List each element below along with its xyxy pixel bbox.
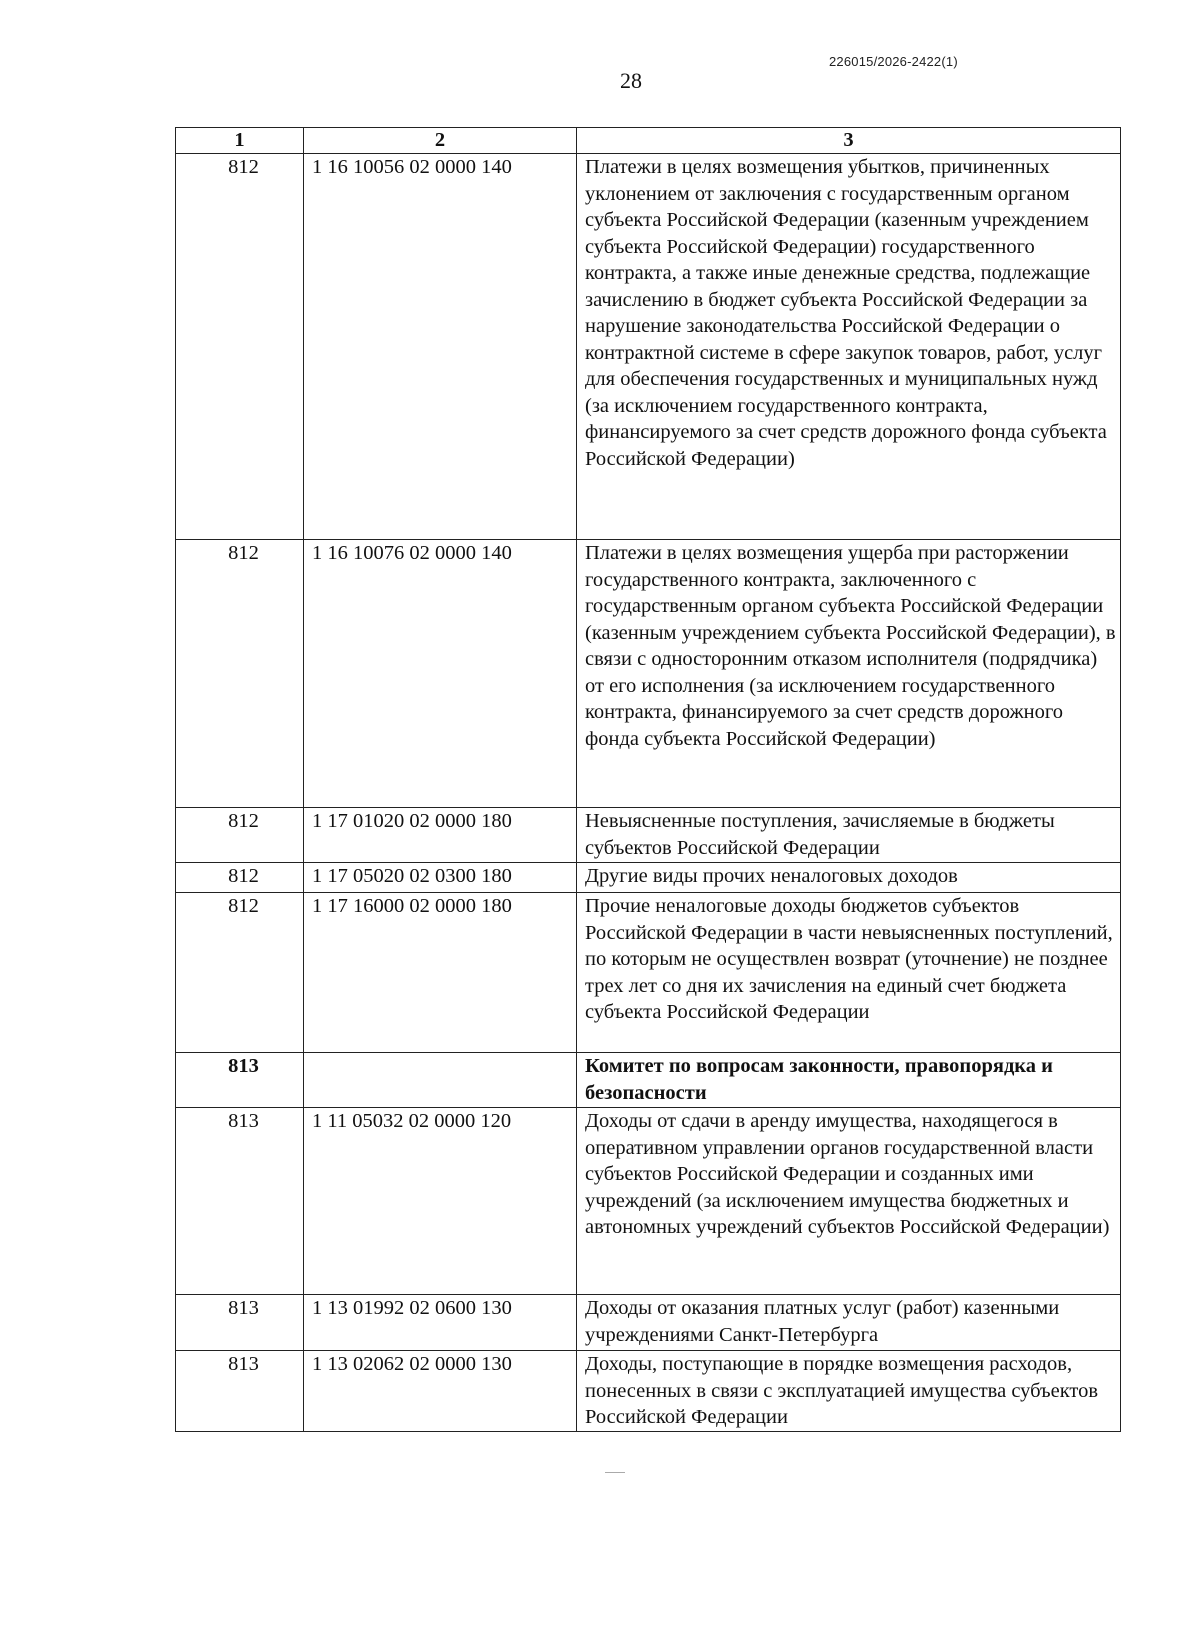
description-cell: Доходы, поступающие в порядке возмещения расходов, понесенных в связи с эксплуатацией имущества субъектов Российской Федерации [577,1351,1121,1432]
table-row [176,1295,1121,1351]
table-row [176,893,1121,1053]
description-cell: Прочие неналоговые доходы бюджетов субъектов Российской Федерации в части невыясненных поступлений, по которым не осуществлен возврат (уточнение) не позднее трех лет со дня их зачисления на единый счет бюджета субъекта Российской Федерации [577,893,1121,1053]
scan-margin-mark [605,1472,625,1473]
description-cell: Платежи в целях возмещения убытков, причиненных уклонением от заключения с государственным органом субъекта Российской Федерации (казенным учреждением субъекта Российской Федерации) государственного контракта, а также иные денежные средства, подлежащие зачислению в бюджет субъекта Российской Федерации за нарушение законодательства Российской Федерации о контрактной системе в сфере закупок товаров, работ, услуг для обеспечения государственных и муниципальных нужд (за исключением государственного контракта, финансируемого за счет средств дорожного фонда субъекта Российской Федерации) [577,154,1121,540]
table-row [176,808,1121,863]
column-header-3: 3 [577,128,1121,154]
budget-code-cell: 1 13 01992 02 0600 130 [304,1295,577,1351]
admin-code-cell: 812 [176,893,304,1053]
budget-revenue-table [175,127,1121,1432]
admin-code-cell: 812 [176,808,304,863]
description-cell: Платежи в целях возмещения ущерба при расторжении государственного контракта, заключенного с государственным органом субъекта Российской Федерации (казенным учреждением субъекта Российской Федерации), в связи с односторонним отказом исполнителя (подрядчика) от его исполнения (за исключением государственного контракта, финансируемого за счет средств дорожного фонда субъекта Российской Федерации) [577,540,1121,808]
table-header-row [176,128,1121,154]
column-header-2: 2 [304,128,577,154]
budget-code-cell: 1 17 05020 02 0300 180 [304,863,577,893]
budget-code-cell: 1 13 02062 02 0000 130 [304,1351,577,1432]
description-cell: Другие виды прочих неналоговых доходов [577,863,1121,893]
page-number: 28 [620,68,642,93]
table-row [176,863,1121,893]
budget-code-cell: 1 11 05032 02 0000 120 [304,1108,577,1295]
table-row [176,1351,1121,1432]
table-row [176,154,1121,540]
admin-code-cell: 813 [176,1351,304,1432]
committee-name-cell: Комитет по вопросам законности, правопорядка и безопасности [577,1053,1121,1108]
admin-code-cell: 812 [176,154,304,540]
table-section-row [176,1053,1121,1108]
admin-code-cell: 813 [176,1053,304,1108]
budget-code-cell [304,1053,577,1108]
budget-code-cell: 1 17 16000 02 0000 180 [304,893,577,1053]
admin-code-cell: 812 [176,863,304,893]
description-cell: Доходы от сдачи в аренду имущества, находящегося в оперативном управлении органов государственной власти субъектов Российской Федерации и созданных ими учреждений (за исключением имущества бюджетных и автономных учреждений субъектов Российской Федерации) [577,1108,1121,1295]
description-cell: Невыясненные поступления, зачисляемые в бюджеты субъектов Российской Федерации [577,808,1121,863]
description-cell: Доходы от оказания платных услуг (работ) казенными учреждениями Санкт-Петербурга [577,1295,1121,1351]
budget-code-cell: 1 17 01020 02 0000 180 [304,808,577,863]
admin-code-cell: 813 [176,1295,304,1351]
budget-code-cell: 1 16 10056 02 0000 140 [304,154,577,540]
document-registration-number: 226015/2026-2422(1) [829,54,958,69]
budget-code-cell: 1 16 10076 02 0000 140 [304,540,577,808]
table-row [176,540,1121,808]
admin-code-cell: 812 [176,540,304,808]
admin-code-cell: 813 [176,1108,304,1295]
table-row [176,1108,1121,1295]
column-header-1: 1 [176,128,304,154]
